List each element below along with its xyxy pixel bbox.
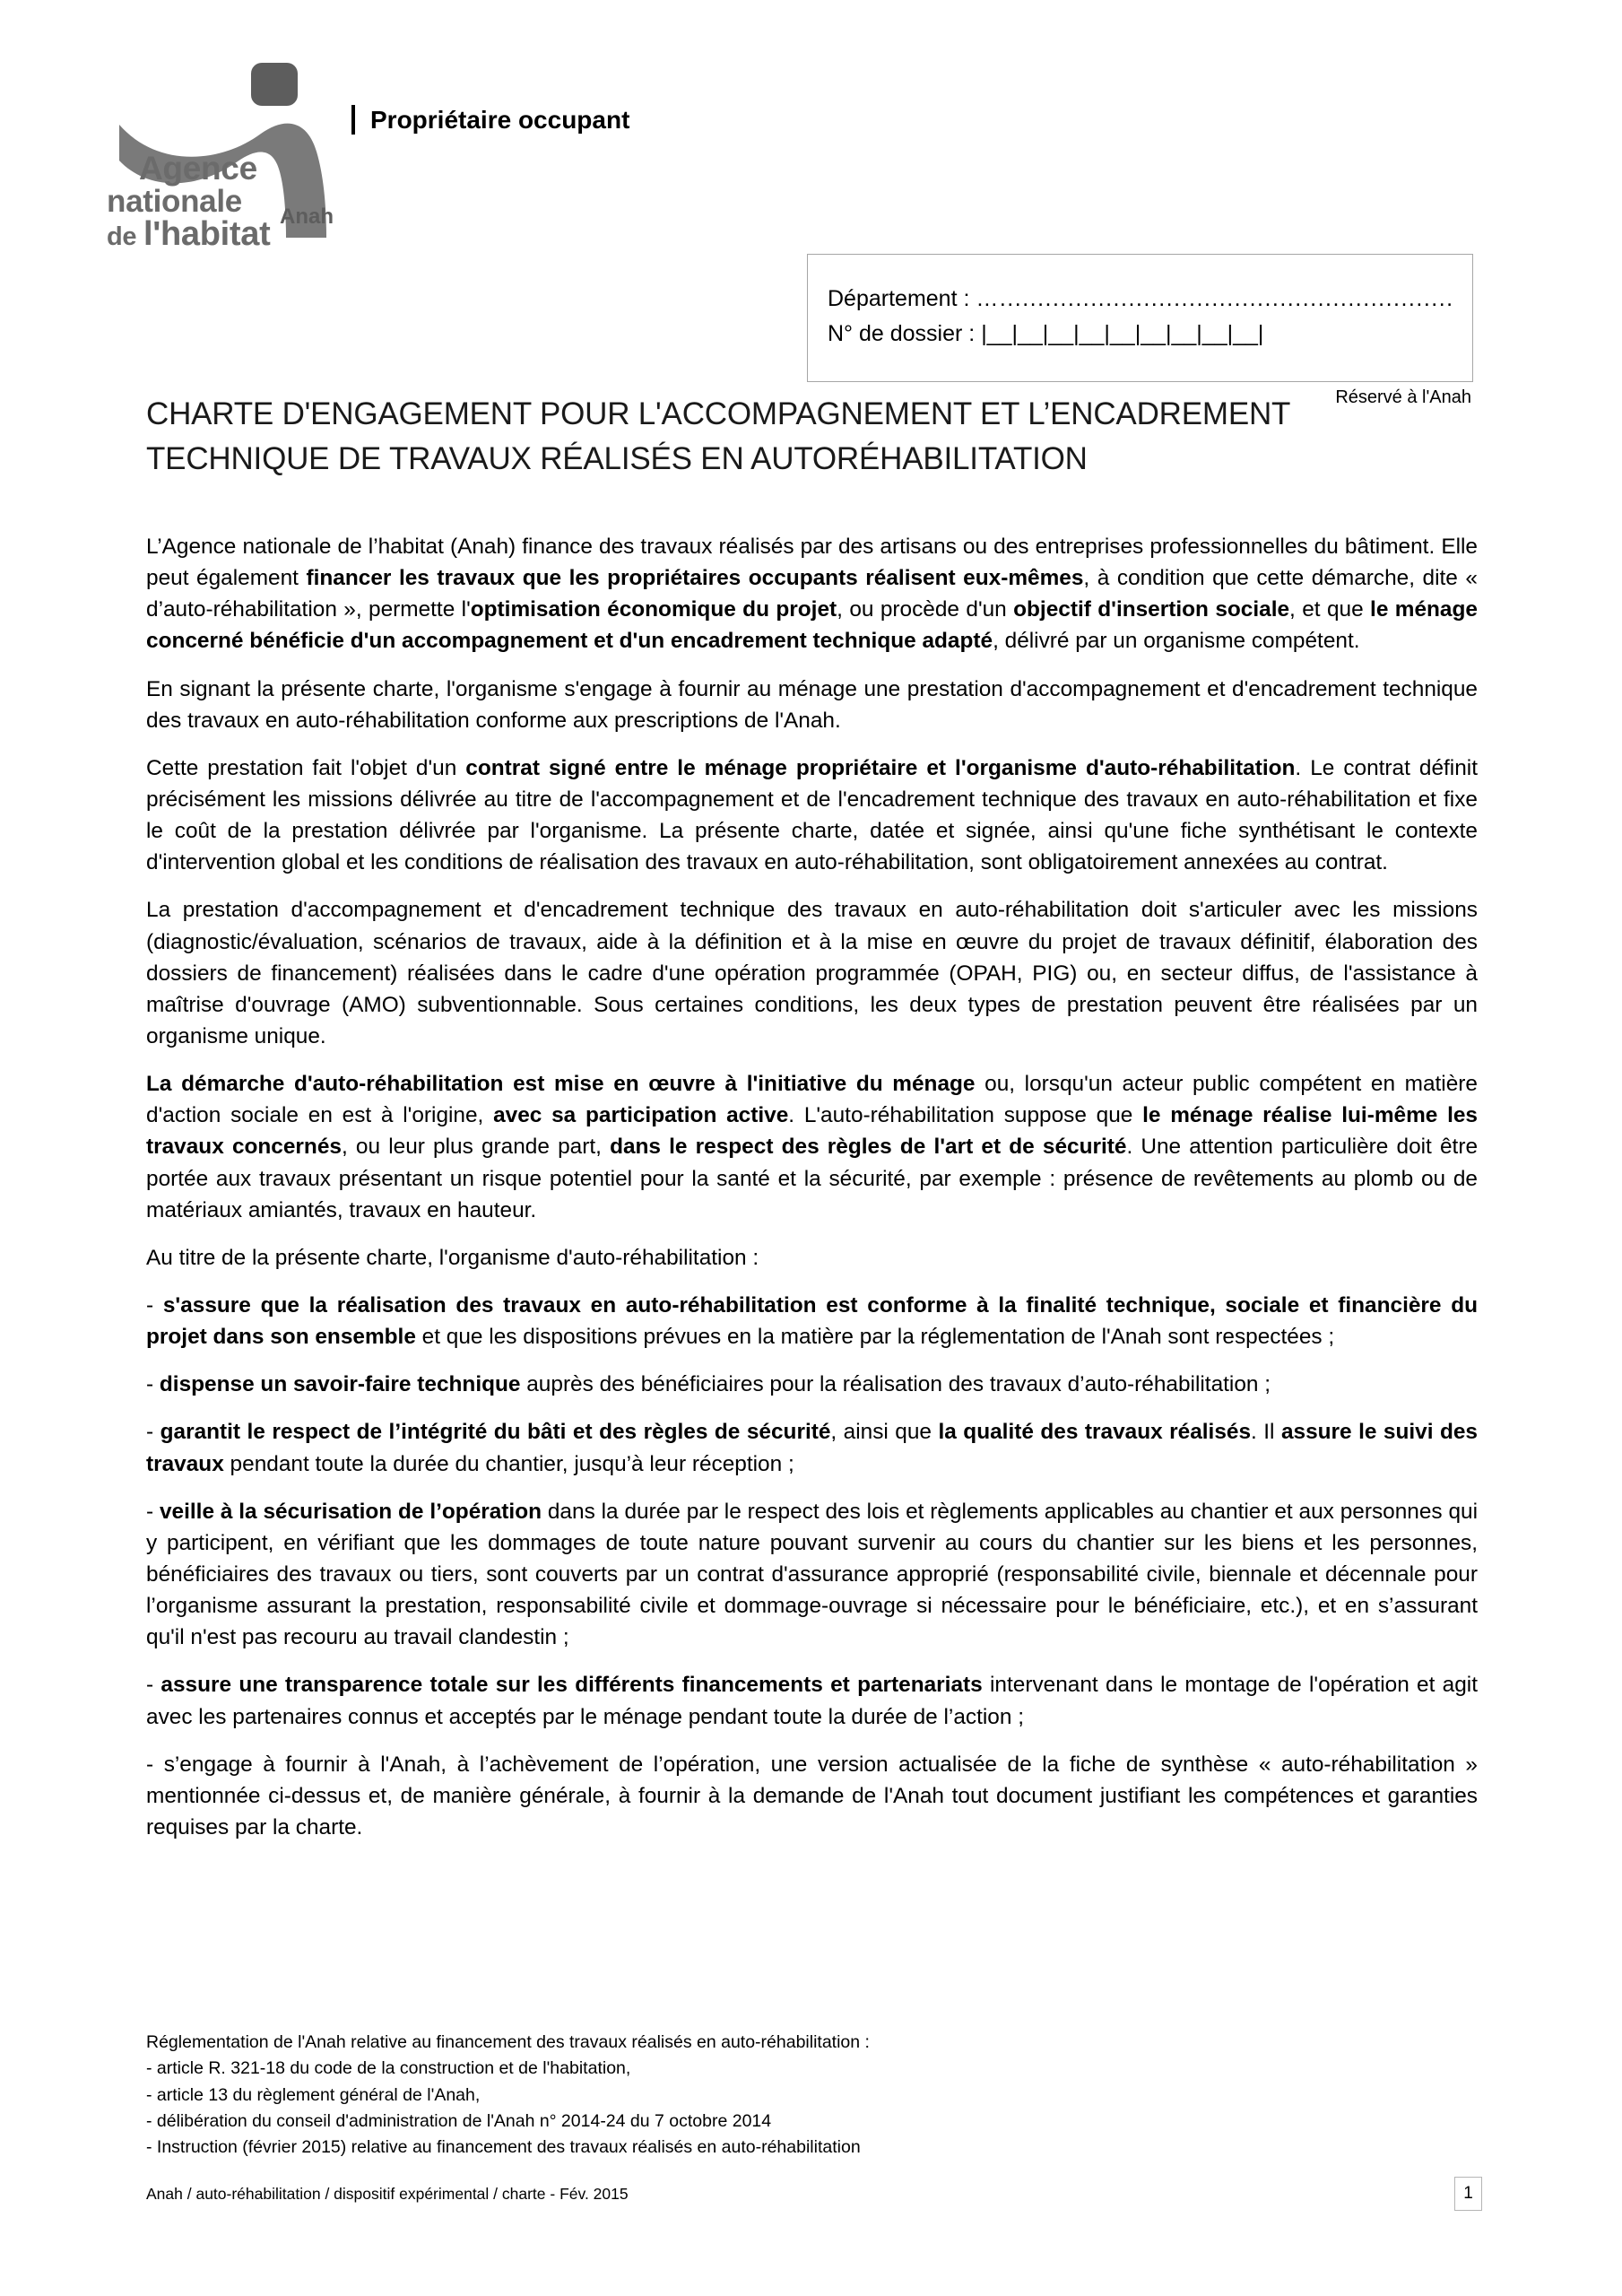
p5-text-2: . L'auto-réhabilitation suppose que bbox=[788, 1103, 1143, 1128]
vertical-bar-divider bbox=[351, 105, 355, 135]
list-item-2 bbox=[146, 1369, 1478, 1400]
anah-logo-text bbox=[107, 152, 367, 252]
document-body bbox=[146, 531, 1478, 1859]
anah-logo-mark: Anah bbox=[280, 204, 334, 229]
logo-line-2: nationale bbox=[107, 183, 242, 219]
p5-bold-4: dans le respect des règles de l'art et de sécurité bbox=[610, 1135, 1127, 1160]
regulation-footnotes bbox=[146, 2030, 1401, 2161]
page-number-badge: 1 bbox=[1454, 2177, 1482, 2211]
i4-text-1: dans la durée par le respect des lois et règlements applicables au chantier et aux personnes qui y participent, en vérifiant que les dommages de toute nature pouvant survenir au cours du chantier sur les biens et les personnes, bénéficiaires des travaux ou tiers, sont couverts par un contrat d'assurance approprié (responsabilité civile, biennale et décennale pour l’organisme assurant la prestation, responsabilité civile et dommage-ouvrage si nécessaire pour le bénéficiaire, etc.), et en s’assurant qu'il n'est pas recouru au travail clandestin ; bbox=[146, 1499, 1478, 1650]
i3-dash: - bbox=[146, 1420, 160, 1445]
page-title bbox=[146, 392, 1473, 481]
page-footer bbox=[146, 2177, 1482, 2211]
reserved-box bbox=[807, 254, 1473, 382]
p1-text-4: , et que bbox=[1289, 597, 1371, 622]
list-item-5 bbox=[146, 1669, 1478, 1732]
logo-line-3-prefix: de bbox=[107, 222, 143, 252]
document-header bbox=[0, 49, 1622, 407]
p5-bold-2: avec sa participation active bbox=[493, 1103, 789, 1128]
page-title-line-1: CHARTE D'ENGAGEMENT POUR L'ACCOMPAGNEMENT ET L’ENCADREMENT bbox=[146, 396, 1291, 431]
p1-text-3: , ou procède d'un bbox=[837, 597, 1014, 622]
footnote-line-4: - Instruction (février 2015) relative au financement des travaux réalisés en auto-réhabilitation bbox=[146, 2137, 861, 2157]
department-line bbox=[828, 282, 1472, 317]
reserved-area bbox=[807, 254, 1473, 408]
list-item-4 bbox=[146, 1496, 1478, 1654]
i3-bold-3: assure le suivi des travaux bbox=[146, 1420, 1478, 1476]
footnote-line-3: - délibération du conseil d'administration de l'Anah n° 2014-24 du 7 octobre 2014 bbox=[146, 2110, 772, 2131]
p5-text-3: , ou leur plus grande part, bbox=[341, 1135, 611, 1160]
paragraph-1 bbox=[146, 531, 1478, 657]
i5-text-1: intervenant dans le montage de l'opération et agit avec les partenaires connus et acceptés par le ménage pendant toute la durée de l’action ; bbox=[146, 1673, 1479, 1729]
dossier-line bbox=[828, 317, 1472, 352]
i3-text-1: , ainsi que bbox=[830, 1420, 939, 1445]
i3-text-2: . Il bbox=[1251, 1420, 1281, 1445]
department-label: Département : bbox=[828, 286, 976, 311]
i3-bold-2: la qualité des travaux réalisés bbox=[938, 1420, 1252, 1445]
paragraph-3 bbox=[146, 752, 1478, 879]
i5-bold-1: assure une transparence totale sur les différents financements et partenariats bbox=[160, 1673, 983, 1698]
footnote-line-2: - article 13 du règlement général de l'Anah, bbox=[146, 2084, 481, 2105]
p5-text-1: ou, lorsqu'un acteur public compétent en matière d'action sociale en est à l'origine, bbox=[146, 1072, 1478, 1128]
p3-text-2: . Le contrat définit précisément les missions délivrée au titre de l'accompagnement et de l'encadrement technique des travaux en auto-réhabilitation et fixe le coût de la prestation délivrée par l'organisme. La présente charte, datée et signée, ainsi qu'une fiche synthétisant le contexte d'intervention global et les conditions de réalisation des travaux en auto-réhabilitation, sont obligatoirement annexées au contrat. bbox=[146, 755, 1478, 875]
p1-bold-3: objectif d'insertion sociale bbox=[1013, 597, 1290, 622]
list-item-3 bbox=[146, 1416, 1478, 1479]
paragraph-2: En signant la présente charte, l'organisme s'engage à fournir au ménage une prestation d'accompagnement et d'encadrement technique des travaux en auto-réhabilitation conforme aux prescriptions de l'Anah. bbox=[146, 676, 1478, 733]
footnote-intro: Réglementation de l'Anah relative au financement des travaux réalisés en auto-réhabilitation : bbox=[146, 2032, 870, 2052]
paragraph-5 bbox=[146, 1068, 1478, 1226]
footnote-line-1: - article R. 321-18 du code de la construction et de l'habitation, bbox=[146, 2058, 631, 2079]
footer-reference: Anah / auto-réhabilitation / dispositif expérimental / charte - Fév. 2015 bbox=[146, 2184, 629, 2203]
i3-bold-1: garantit le respect de l’intégrité du bâti et des règles de sécurité bbox=[160, 1420, 831, 1445]
i1-text-1: et que les dispositions prévues en la matière par la réglementation de l'Anah sont respectées ; bbox=[415, 1325, 1335, 1350]
p5-bold-3: le ménage réalise lui-même les travaux concernés bbox=[146, 1103, 1478, 1160]
document-kind-label: Propriétaire occupant bbox=[370, 105, 630, 134]
anah-logo bbox=[94, 58, 363, 291]
i2-bold-1: dispense un savoir-faire technique bbox=[159, 1372, 521, 1397]
p1-text-1: L’Agence nationale de l’habitat (Anah) finance des travaux réalisés par des artisans ou des entreprises professionnelles du bâtiment. Elle peut également bbox=[146, 535, 1478, 591]
reserved-caption: Réservé à l'Anah bbox=[1335, 387, 1471, 407]
i5-dash: - bbox=[146, 1673, 161, 1698]
p1-text-5: , délivré par un organisme compétent. bbox=[993, 629, 1360, 654]
p3-text-1: Cette prestation fait l'objet d'un bbox=[146, 755, 466, 780]
department-dots-field[interactable]: …............................................................ bbox=[976, 286, 1454, 311]
dossier-label: N° de dossier : bbox=[828, 320, 982, 346]
p1-bold-4: le ménage concerné bénéficie d'un accompagnement et d'un encadrement technique adapté bbox=[146, 597, 1478, 654]
list-item-1 bbox=[146, 1290, 1478, 1352]
dossier-number-field[interactable]: |__|__|__|__|__|__|__|__|__| bbox=[981, 320, 1264, 346]
document-kind bbox=[351, 105, 629, 135]
i1-bold-1: s'assure que la réalisation des travaux en auto-réhabilitation est conforme à la finalité technique, sociale et financière du projet dans son ensemble bbox=[146, 1292, 1478, 1350]
i3-text-3: pendant toute la durée du chantier, jusqu’à leur réception ; bbox=[223, 1451, 794, 1476]
p1-text-2: , à condition que cette démarche, dite « d’auto-réhabilitation », permette l' bbox=[146, 566, 1478, 622]
p5-bold-1: La démarche d'auto-réhabilitation est mise en œuvre à l'initiative du ménage bbox=[146, 1072, 976, 1097]
i4-bold-1: veille à la sécurisation de l’opération bbox=[159, 1499, 542, 1524]
i1-dash: - bbox=[146, 1292, 163, 1318]
page-title-line-2: TECHNIQUE DE TRAVAUX RÉALISÉS EN AUTORÉHABILITATION bbox=[146, 440, 1088, 476]
i4-dash: - bbox=[146, 1499, 160, 1524]
logo-line-1: Agence bbox=[139, 150, 257, 187]
p3-bold-1: contrat signé entre le ménage propriétaire et l'organisme d'auto-réhabilitation bbox=[465, 755, 1296, 780]
logo-line-3-main: l'habitat bbox=[143, 215, 271, 254]
paragraph-4: La prestation d'accompagnement et d'encadrement technique des travaux en auto-réhabilitation doit s'articuler avec les missions (diagnostic/évaluation, scénarios de travaux, aide à la définition et à la mise en œuvre du projet de travaux définitif, élaboration des dossiers de financement) réalisées dans le cadre d'une opération programmée (OPAH, PIG) ou, en secteur diffus, de l'assistance à maîtrise d'ouvrage (AMO) subventionnable. Sous certaines conditions, les deux types de prestation peuvent être réalisées par un organisme unique. bbox=[146, 898, 1478, 1048]
paragraph-6: Au titre de la présente charte, l'organisme d'auto-réhabilitation : bbox=[146, 1245, 759, 1270]
i2-text-1: auprès des bénéficiaires pour la réalisation des travaux d’auto-réhabilitation ; bbox=[520, 1372, 1271, 1397]
p1-bold-1: financer les travaux que les propriétaires occupants réalisent eux-mêmes bbox=[306, 566, 1084, 591]
p1-bold-2: optimisation économique du projet bbox=[470, 597, 837, 622]
p5-text-4: . Une attention particulière doit être portée aux travaux présentant un risque potentiel pour la santé et la sécurité, par exemple : présence de revêtements au plomb ou de matériaux amiantés, travaux en hauteur. bbox=[146, 1135, 1479, 1222]
list-item-6: - s’engage à fournir à l'Anah, à l’achèvement de l’opération, une version actualisée de la fiche de synthèse « auto-réhabilitation » mentionnée ci-dessus et, de manière générale, à fournir à la demande de l'Anah tout document justifiant les compétences et garanties requises par la charte. bbox=[146, 1752, 1478, 1839]
i2-dash: - bbox=[146, 1372, 160, 1397]
